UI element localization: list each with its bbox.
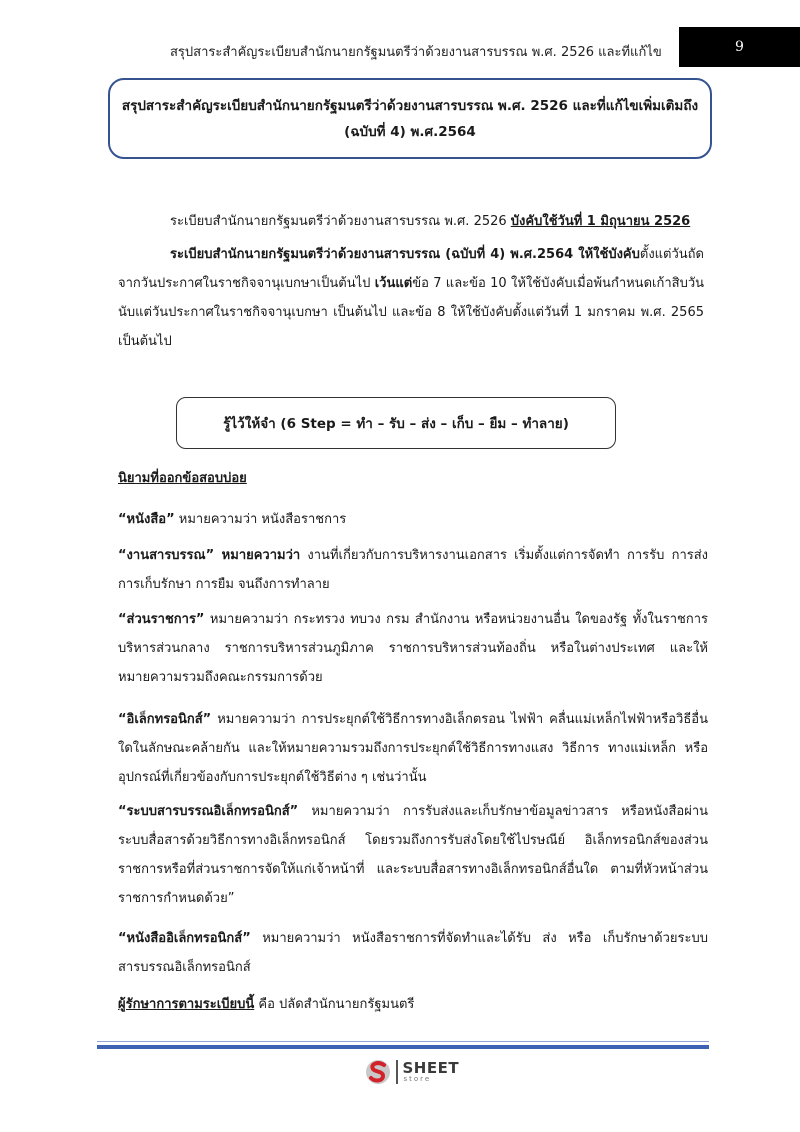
definition-item [118, 605, 708, 692]
definition-item [118, 797, 708, 913]
definition-text: หมายความว่า หนังสือราชการ [178, 512, 347, 527]
footer-divider-thin [97, 1041, 709, 1042]
custodian-term: ผู้รักษาการตามระเบียบนี้ [118, 997, 255, 1012]
footer-divider [97, 1045, 709, 1049]
definition-term: “หนังสือ” [118, 512, 175, 527]
effective-date-paragraph-1 [118, 207, 704, 236]
definitions-heading: นิยามที่ออกข้อสอบบ่อย [118, 471, 247, 486]
amendment-text-1: ตั้งแต่วันถัดจากวันประกาศในราชกิจจานุเบกษาเป็นต้นไป [118, 247, 704, 291]
remember-box: รู้ไว้ให้จำ (6 Step = ทำ – รับ – ส่ง – เก็บ – ยืม – ทำลาย) [176, 397, 616, 449]
logo-separator [396, 1060, 398, 1084]
definition-text: หมายความว่า หนังสือราชการที่จัดทำและได้รับ ส่ง หรือ เก็บรักษาด้วยระบบสารบรรณอิเล็กทรอนิกส์ [118, 931, 708, 975]
definition-text: หมายความว่า กระทรวง ทบวง กรม สำนักงาน หรือหน่วยงานอื่น ใดของรัฐ ทั้งในราชการบริหารส่วนกลาง ราชการบริหารส่วนภูมิภาค ราชการบริหารส่วนท้องถิ่น หรือในต่างประเทศ และให้หมายความรวมถึงคณะกรรมการด้วย [118, 612, 708, 685]
running-title: สรุปสาระสำคัญระเบียบสำนักนายกรัฐมนตรีว่าด้วยงานสารบรรณ พ.ศ. 2526 และที่แก้ไข [170, 45, 662, 60]
logo-subword: store [403, 1075, 432, 1083]
title-line-2: (ฉบับที่ 4) พ.ศ.2564 [344, 123, 476, 140]
definition-item [118, 705, 708, 792]
document-title-box [108, 78, 712, 159]
sheet-store-logo [364, 1057, 459, 1087]
definition-text: งานที่เกี่ยวกับการบริหารงานเอกสาร เริ่มตั้งแต่การจัดทำ การรับ การส่ง การเก็บรักษา การยืม จนถึงการทำลาย [118, 548, 709, 592]
logo-words [403, 1061, 460, 1083]
logo-word: SHEET [402, 1059, 460, 1077]
effective-date: บังคับใช้วันที่ 1 มิถุนายน 2526 [510, 214, 691, 229]
definition-term: “หนังสืออิเล็กทรอนิกส์” [118, 931, 251, 946]
page-number: 9 [679, 27, 800, 67]
definition-text: หมายความว่า การประยุกต์ใช้วิธีการทางอิเล็กตรอน ไฟฟ้า คลื่นแม่เหล็กไฟฟ้าหรือวิธีอื่นใดในลักษณะคล้ายกัน และให้หมายความรวมถึงการประยุกต์ใช้วิธีการทางแสง วิธีการ ทางแม่เหล็ก หรืออุปกรณ์ที่เกี่ยวข้องกับการประยุกต์ใช้วิธีต่าง ๆ เช่นว่านั้น [118, 712, 708, 785]
definition-term: “อิเล็กทรอนิกส์” [118, 712, 212, 727]
amendment-text-2: ข้อ 7 และข้อ 10 ให้ใช้บังคับเมื่อพ้นกำหนดเก้าสิบวันนับแต่วันประกาศในราชกิจจานุเบกษา เป็นต้นไป และข้อ 8 ให้ใช้บังคับตั้งแต่วันที่ 1 มกราคม พ.ศ. 2565 เป็นต้นไป [118, 276, 705, 349]
amendment-name: ระเบียบสำนักนายกรัฐมนตรีว่าด้วยงานสารบรรณ (ฉบับที่ 4) พ.ศ.2564 ให้ใช้บังคับ [170, 247, 640, 262]
definition-item [118, 505, 708, 534]
exception-word: เว้นแต่ [374, 276, 413, 291]
sheet-store-s-icon [364, 1057, 392, 1087]
definition-text: หมายความว่า การรับส่งและเก็บรักษาข้อมูลข่าวสาร หรือหนังสือผ่านระบบสื่อสารด้วยวิธีการทางอิเล็กทรอนิกส์ โดยรวมถึงการรับส่งโดยใช้ไปรษณีย์ อิเล็กทรอนิกส์ของส่วนราชการหรือที่ส่วนราชการจัดให้แก่เจ้าหน้าที่ และระบบสื่อสารทางอิเล็กทรอนิกส์อื่นใด ตามที่หัวหน้าส่วนราชการกำหนดด้วย” [118, 804, 709, 906]
title-line-1: สรุปสาระสำคัญระเบียบสำนักนายกรัฐมนตรีว่าด้วยงานสารบรรณ พ.ศ. 2526 และที่แก้ไขเพิ่มเติมถึง [121, 97, 699, 114]
definition-item [118, 541, 708, 599]
definition-term: “ระบบสารบรรณอิเล็กทรอนิกส์” [118, 804, 299, 819]
custodian-text: คือ ปลัดสำนักนายกรัฐมนตรี [258, 997, 415, 1012]
definition-term: “ส่วนราชการ” [118, 612, 205, 627]
regulation-name: ระเบียบสำนักนายกรัฐมนตรีว่าด้วยงานสารบรรณ พ.ศ. 2526 [170, 214, 507, 229]
definition-item [118, 924, 708, 982]
custodian-line [118, 990, 708, 1019]
definition-term: “งานสารบรรณ” หมายความว่า [118, 548, 301, 563]
effective-date-paragraph-2 [118, 240, 704, 356]
